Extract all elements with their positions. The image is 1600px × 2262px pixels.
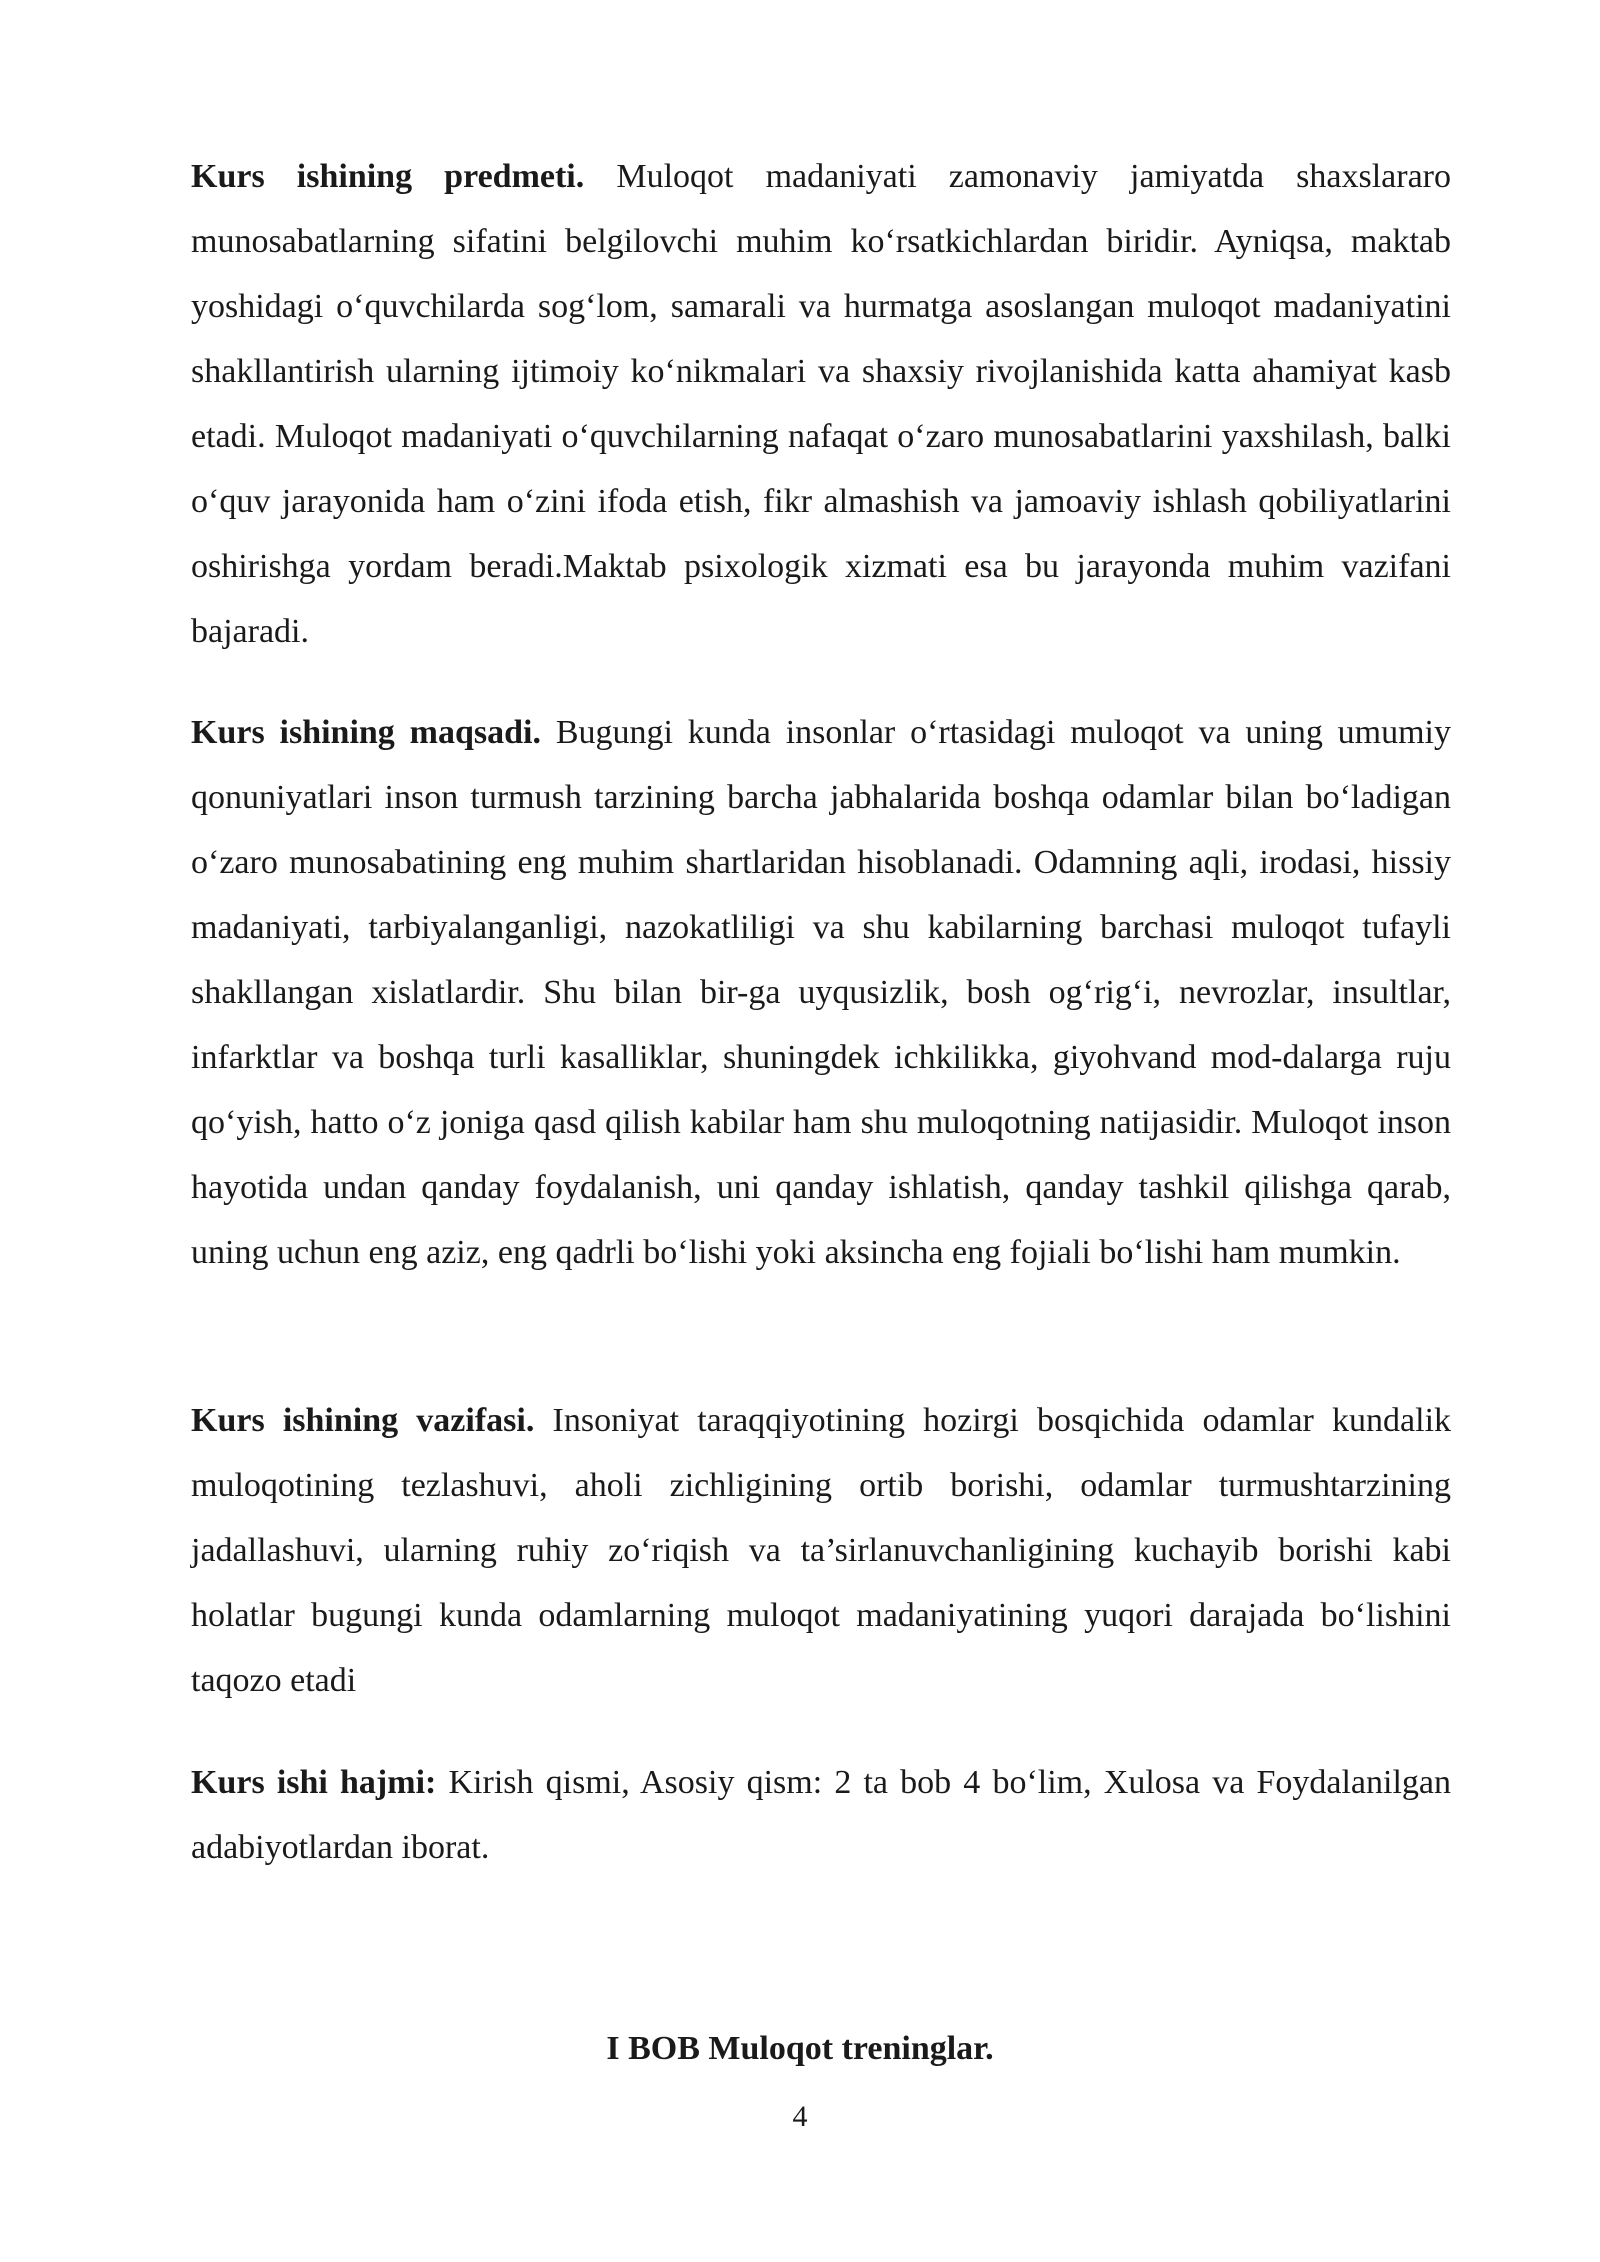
paragraph-volume bbox=[191, 1750, 1451, 1880]
paragraph-text: Insoniyat taraqqiyotining hozirgi bosqichida odamlar kundalik muloqotining tezlashuvi, aholi zichligining ortib borishi, odamlar turmushtarzining jadallashuvi, ularning ruhiy zo‘riqish va ta’sirlanuvchanligining kuchayib borishi kabi holatlar bugungi kunda odamlarning muloqot madaniyatining yuqori darajada bo‘lishini taqozo etadi bbox=[191, 1402, 1452, 1699]
paragraph-lead: Kurs ishining vazifasi. bbox=[191, 1402, 535, 1439]
paragraph-goal bbox=[191, 700, 1451, 1285]
paragraph-subject bbox=[191, 144, 1451, 664]
page-number: 4 bbox=[792, 2100, 808, 2133]
paragraph-lead: Kurs ishining maqsadi. bbox=[191, 714, 541, 751]
paragraph-tasks bbox=[191, 1388, 1451, 1713]
paragraph-text: Muloqot madaniyati zamonaviy jamiyatda shaxslararo munosabatlarning sifatini belgilovchi muhim ko‘rsatkichlardan biridir. Ayniqsa, maktab yoshidagi o‘quvchilarda sog‘lom, samarali va hurmatga asoslangan muloqot madaniyatini shakllantirish ularning ijtimoiy ko‘nikmalari va shaxsiy rivojlanishida katta ahamiyat kasb etadi. Muloqot madaniyati o‘quvchilarning nafaqat o‘zaro munosabatlarini yaxshilash, balki o‘quv jarayonida ham o‘zini ifoda etish, fikr almashish va jamoaviy ishlash qobiliyatlarini oshirishga yordam beradi.Maktab psixologik xizmati esa bu jarayonda muhim vazifani bajaradi. bbox=[191, 158, 1452, 650]
paragraph-lead: Kurs ishining predmeti. bbox=[191, 158, 585, 195]
paragraph-text: Kirish qismi, Asosiy qism: 2 ta bob 4 bo‘lim, Xulosa va Foydalanilgan adabiyotlardan iborat. bbox=[191, 1764, 1452, 1866]
paragraph-lead: Kurs ishi hajmi: bbox=[191, 1764, 437, 1801]
paragraph-text: Bugungi kunda insonlar o‘rtasidagi muloqot va uning umumiy qonuniyatlari inson turmush tarzining barcha jabhalarida boshqa odamlar bilan bo‘ladigan o‘zaro munosabatining eng muhim shartlaridan hisoblanadi. Odamning aqli, irodasi, hissiy madaniyati, tarbiyalanganligi, nazokatliligi va shu kabilarning barchasi muloqot tufayli shakllangan xislatlardir. Shu bilan bir-ga uyqusizlik, bosh og‘rig‘i, nevrozlar, insultlar, infarktlar va boshqa turli kasalliklar, shuningdek ichkilikka, giyohvand mod-dalarga ruju qo‘yish, hatto o‘z joniga qasd qilish kabilar ham shu muloqotning natijasidir. Muloqot inson hayotida undan qanday foydalanish, uni qanday ishlatish, qanday tashkil qilishga qarab, uning uchun eng aziz, eng qadrli bo‘lishi yoki aksincha eng fojiali bo‘lishi ham mumkin. bbox=[191, 714, 1452, 1271]
chapter-title: I BOB Muloqot treninglar. bbox=[606, 2030, 994, 2067]
